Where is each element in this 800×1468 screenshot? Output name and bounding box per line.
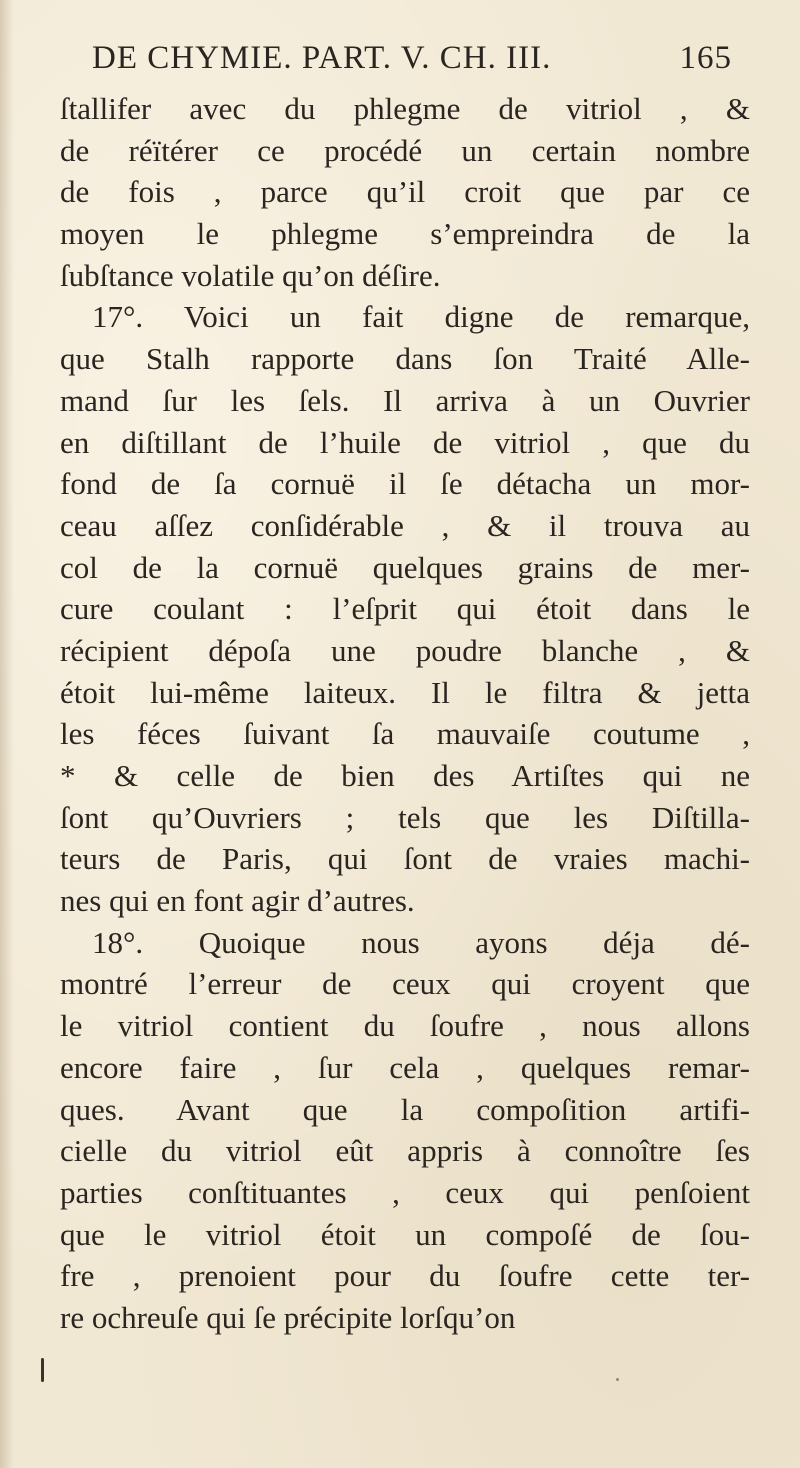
text-line: cielle du vitriol eût appris à connoître ſes	[60, 1133, 750, 1169]
paper-speck	[616, 1378, 619, 1381]
text-line: de réïtérer ce procédé un certain nombre	[60, 132, 750, 168]
text-line: mand ſur les ſels. Il arriva à un Ouvrier	[60, 382, 750, 418]
text-line: cure coulant : l’eſprit qui étoit dans le	[60, 591, 750, 627]
text-line: montré l’erreur de ceux qui croyent que	[60, 966, 750, 1002]
text-line: ceau aſſez conſidérable , & il trouva au	[60, 507, 750, 543]
page-gutter-shadow	[0, 0, 14, 1468]
text-line: fre , prenoient pour du ſoufre cette ter-	[60, 1258, 750, 1294]
text-line: ſtallifer avec du phlegme de vitriol , &	[60, 91, 750, 126]
text-line: que le vitriol étoit un compoſé de ſou-	[60, 1216, 750, 1252]
text-line: les féces ſuivant ſa mauvaiſe coutume ,	[60, 716, 750, 752]
text-line: moyen le phlegme s’empreindra de la	[60, 216, 750, 252]
page-header	[92, 40, 732, 90]
text-line: 18°. Quoique nous ayons déja dé-	[92, 924, 750, 960]
text-line: parties conſtituantes , ceux qui penſoient	[60, 1174, 750, 1210]
text-line: 17°. Voici un fait digne de remarque,	[92, 299, 750, 335]
page-number: 165	[679, 40, 732, 76]
text-line: de fois , parce qu’il croit que par ce	[60, 174, 750, 210]
text-line: récipient dépoſa une poudre blanche , &	[60, 632, 750, 668]
text-line: étoit lui-même laiteux. Il le filtra & jetta	[60, 674, 750, 710]
text-line: teurs de Paris, qui ſont de vraies machi-	[60, 841, 750, 877]
text-line: en diſtillant de l’huile de vitriol , que du	[60, 424, 750, 460]
text-line: le vitriol contient du ſoufre , nous allons	[60, 1008, 750, 1044]
text-line: encore faire , ſur cela , quelques remar-	[60, 1049, 750, 1085]
text-line: ſont qu’Ouvriers ; tels que les Diſtilla-	[60, 799, 750, 835]
text-line: ſubſtance volatile qu’on déſire.	[60, 257, 441, 293]
text-line: re ochreuſe qui ſe précipite lorſqu’on	[60, 1299, 516, 1335]
paper-speck	[41, 1358, 44, 1382]
text-line: ques. Avant que la compoſition artifi-	[60, 1091, 750, 1127]
text-line: nes qui en font agir d’autres.	[60, 883, 415, 919]
text-line: * & celle de bien des Artiſtes qui ne	[60, 758, 750, 793]
text-line: fond de ſa cornuë il ſe détacha un mor-	[60, 466, 750, 502]
text-line: que Stalh rapporte dans ſon Traité Alle-	[60, 341, 750, 377]
body-text	[60, 88, 750, 1339]
running-title: DE CHYMIE. PART. V. CH. III.	[92, 40, 552, 76]
text-line: col de la cornuë quelques grains de mer-	[60, 549, 750, 585]
